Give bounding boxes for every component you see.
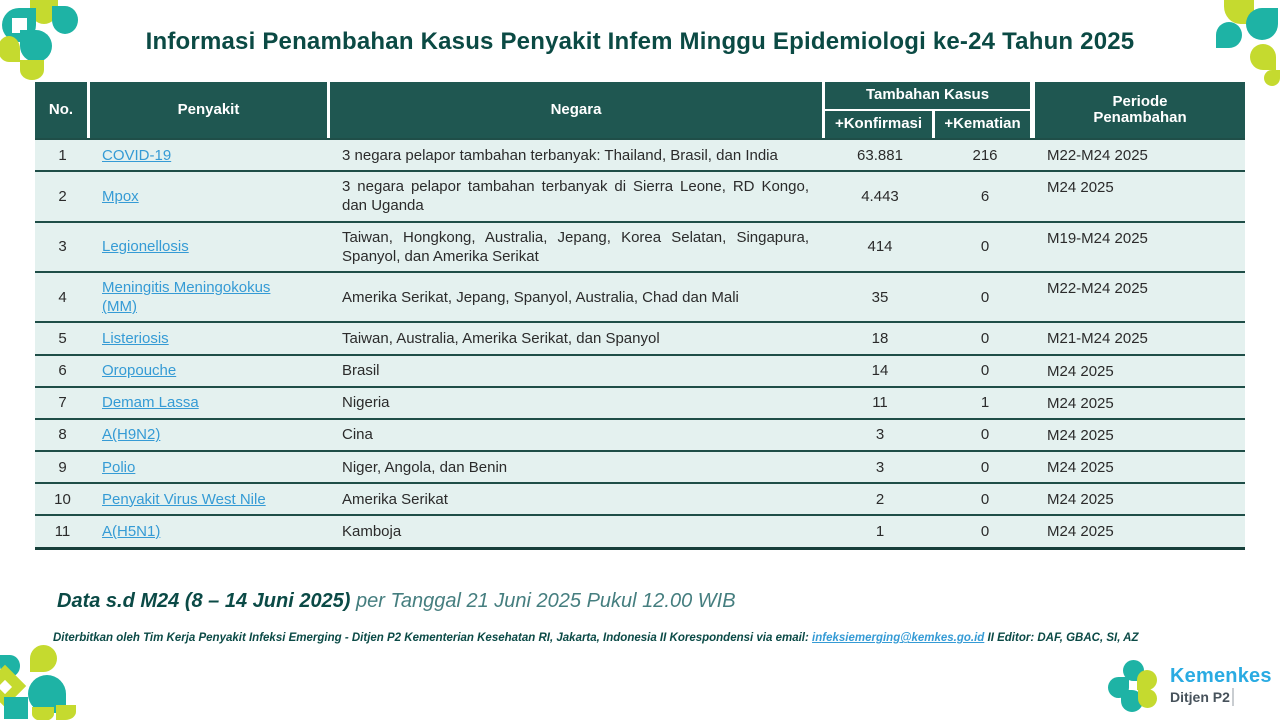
petal-shape — [0, 36, 20, 62]
header-periode: Periode Penambahan — [1035, 82, 1245, 138]
header-negara: Negara — [330, 82, 825, 138]
confirmed-cell: 14 — [825, 355, 935, 387]
disease-cell — [90, 139, 330, 171]
kemenkes-logo — [1108, 658, 1280, 716]
petal-shape — [1224, 0, 1254, 24]
data-period-rest: per Tanggal 21 Juni 2025 Pukul 12.00 WIB — [350, 590, 736, 612]
kemenkes-flower-icon — [1108, 660, 1162, 712]
confirmed-cell: 3 — [825, 451, 935, 483]
petal-shape — [56, 705, 76, 720]
petal-shape — [4, 697, 28, 719]
corner-decoration-top-left — [0, 0, 86, 84]
logo-subtitle: Ditjen P2 — [1170, 689, 1230, 705]
country-cell: Taiwan, Hongkong, Australia, Jepang, Korea Selatan, Singapura, Spanyol, dan Amerika Serikat — [330, 222, 825, 272]
confirmed-cell: 11 — [825, 387, 935, 419]
table-row — [35, 222, 1245, 272]
table-row — [35, 171, 1245, 221]
deaths-cell: 1 — [935, 387, 1035, 419]
petal-shape — [1137, 670, 1157, 690]
row-number-cell: 4 — [35, 272, 90, 322]
period-cell: M24 2025 — [1035, 171, 1245, 221]
disease-cell — [90, 322, 330, 354]
table-row — [35, 139, 1245, 171]
petal-shape — [12, 18, 27, 33]
petal-shape — [1250, 44, 1276, 70]
confirmed-cell: 35 — [825, 272, 935, 322]
petal-shape — [20, 60, 44, 80]
row-number-cell: 10 — [35, 483, 90, 515]
page-title: Informasi Penambahan Kasus Penyakit Infem Minggu Epidemiologi ke-24 Tahun 2025 — [145, 28, 1135, 55]
disease-link[interactable]: Mpox — [102, 187, 139, 205]
table-row — [35, 419, 1245, 451]
disease-link[interactable]: COVID-19 — [102, 146, 172, 164]
petal-shape — [30, 645, 57, 672]
deaths-cell: 0 — [935, 355, 1035, 387]
country-cell: 3 negara pelapor tambahan terbanyak di Sierra Leone, RD Kongo, dan Uganda — [330, 171, 825, 221]
confirmed-cell: 1 — [825, 515, 935, 548]
table-row — [35, 483, 1245, 515]
disease-link[interactable]: A(H5N1) — [102, 522, 161, 540]
table-body — [35, 139, 1245, 548]
period-cell: M24 2025 — [1035, 419, 1245, 451]
deaths-cell: 216 — [935, 139, 1035, 171]
data-period-bold: Data s.d M24 (8 – 14 Juni 2025) — [57, 590, 351, 612]
table-header — [35, 82, 1245, 138]
country-cell: Amerika Serikat — [330, 483, 825, 515]
petal-shape — [0, 655, 20, 677]
country-cell: Taiwan, Australia, Amerika Serikat, dan Spanyol — [330, 322, 825, 354]
petal-shape — [0, 680, 12, 694]
disease-cell — [90, 171, 330, 221]
petal-shape — [1246, 8, 1278, 40]
row-number-cell: 9 — [35, 451, 90, 483]
disease-link[interactable]: Legionellosis — [102, 238, 189, 256]
petal-shape — [30, 0, 58, 24]
confirmed-cell: 414 — [825, 222, 935, 272]
confirmed-cell: 4.443 — [825, 171, 935, 221]
country-cell: Nigeria — [330, 387, 825, 419]
disease-link[interactable]: Oropouche — [102, 362, 177, 379]
petal-shape — [2, 8, 36, 42]
petal-shape — [1264, 70, 1280, 86]
logo-divider — [1232, 688, 1234, 706]
deaths-cell: 0 — [935, 419, 1035, 451]
disease-link[interactable]: Meningitis Meningokokus (MM) — [102, 278, 271, 316]
country-cell: Niger, Angola, dan Benin — [330, 451, 825, 483]
email-link[interactable]: infeksiemerging@kemkes.go.id — [812, 632, 985, 644]
disease-cell — [90, 355, 330, 387]
disease-link[interactable]: Demam Lassa — [102, 394, 199, 412]
petal-shape — [52, 6, 78, 34]
petal-shape — [1216, 22, 1242, 48]
row-number-cell: 8 — [35, 419, 90, 451]
table-row — [35, 322, 1245, 354]
period-cell: M21-M24 2025 — [1035, 322, 1245, 354]
published-suffix: II Editor: DAF, GBAC, SI, AZ — [984, 632, 1139, 644]
row-number-cell: 5 — [35, 322, 90, 354]
period-cell: M22-M24 2025 — [1035, 272, 1245, 322]
disease-cell — [90, 222, 330, 272]
table-row — [35, 272, 1245, 322]
header-no: No. — [35, 82, 90, 138]
logo-name: Kemenkes — [1170, 665, 1272, 687]
petal-shape — [28, 675, 66, 713]
country-cell: Kamboja — [330, 515, 825, 548]
disease-table — [35, 138, 1245, 550]
confirmed-cell: 18 — [825, 322, 935, 354]
table-row — [35, 451, 1245, 483]
row-number-cell: 1 — [35, 139, 90, 171]
row-number-cell: 6 — [35, 355, 90, 387]
deaths-cell: 0 — [935, 483, 1035, 515]
deaths-cell: 0 — [935, 451, 1035, 483]
deaths-cell: 6 — [935, 171, 1035, 221]
disease-cell — [90, 451, 330, 483]
country-cell: 3 negara pelapor tambahan terbanyak: Thailand, Brasil, dan India — [330, 139, 825, 171]
period-cell: M24 2025 — [1035, 387, 1245, 419]
disease-cell — [90, 515, 330, 548]
corner-decoration-top-right — [1194, 0, 1280, 92]
row-number-cell: 11 — [35, 515, 90, 548]
petal-shape — [1138, 689, 1157, 708]
petal-shape — [32, 707, 54, 720]
corner-decoration-bottom-left — [0, 645, 96, 720]
period-cell: M24 2025 — [1035, 515, 1245, 548]
header-penyakit: Penyakit — [90, 82, 330, 138]
confirmed-cell: 63.881 — [825, 139, 935, 171]
period-cell: M19-M24 2025 — [1035, 222, 1245, 272]
period-cell: M24 2025 — [1035, 451, 1245, 483]
data-period-line — [57, 590, 736, 613]
country-cell: Cina — [330, 419, 825, 451]
country-cell: Amerika Serikat, Jepang, Spanyol, Australia, Chad dan Mali — [330, 272, 825, 322]
deaths-cell: 0 — [935, 322, 1035, 354]
row-number-cell: 2 — [35, 171, 90, 221]
published-prefix: Diterbitkan oleh Tim Kerja Penyakit Infeksi Emerging - Ditjen P2 Kementerian Kesehatan RI, Jakarta, Indonesia II Korespondensi via email: — [53, 632, 813, 644]
header-tambahan-kasus: Tambahan Kasus — [825, 82, 1035, 111]
deaths-cell: 0 — [935, 222, 1035, 272]
deaths-cell: 0 — [935, 515, 1035, 548]
confirmed-cell: 3 — [825, 419, 935, 451]
period-cell: M22-M24 2025 — [1035, 139, 1245, 171]
disease-cell — [90, 483, 330, 515]
deaths-cell: 0 — [935, 272, 1035, 322]
petal-shape — [20, 30, 52, 62]
period-cell: M24 2025 — [1035, 355, 1245, 387]
table-row — [35, 387, 1245, 419]
period-cell: M24 2025 — [1035, 483, 1245, 515]
row-number-cell: 3 — [35, 222, 90, 272]
row-number-cell: 7 — [35, 387, 90, 419]
country-cell: Brasil — [330, 355, 825, 387]
table-row — [35, 515, 1245, 548]
disease-cell — [90, 272, 330, 322]
disease-link[interactable]: A(H9N2) — [102, 426, 161, 444]
table-row — [35, 355, 1245, 387]
header-konfirmasi: +Konfirmasi — [825, 111, 935, 138]
confirmed-cell: 2 — [825, 483, 935, 515]
header-kematian: +Kematian — [935, 111, 1035, 138]
disease-link[interactable]: Listeriosis — [102, 329, 169, 347]
disease-cell — [90, 387, 330, 419]
disease-link[interactable]: Polio — [102, 458, 136, 476]
petal-shape — [0, 665, 26, 707]
disease-cell — [90, 419, 330, 451]
disease-link[interactable]: Penyakit Virus West Nile — [102, 490, 266, 508]
published-line — [53, 632, 1240, 644]
